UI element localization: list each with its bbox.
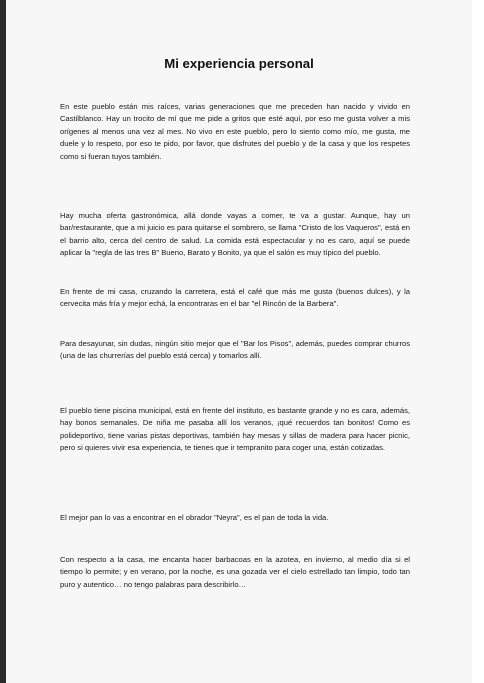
paragraph-house: Con respecto a la casa, me encanta hacer barbacoas en la azotea, en invierno, al medio día si el tiempo lo permite; y en verano, por la noche, es una gozada ver el cielo estrellado tan limpio, todo tan puro y autentico… no tengo palabras para describirlo…	[60, 555, 410, 589]
page-edge	[472, 0, 484, 683]
page-title: Mi experiencia personal	[164, 56, 314, 71]
document-page	[6, 0, 472, 683]
paragraph-bread: El mejor pan lo vas a encontrar en el obrador "Neyra", es el pan de toda la vida.	[60, 513, 329, 522]
paragraph-cafe: En frente de mi casa, cruzando la carretera, está el café que más me gusta (buenos dulces), y la cervecita más fría y mejor echá, la encontraras en el bar "el Rincón de la Barbera".	[60, 287, 410, 309]
paragraph-gastronomy: Hay mucha oferta gastronómica, allá donde vayas a comer, te va a gustar. Aunque, hay un bar/restaurante, que a mi juicio es para quitarse el sombrero, se llama "Cristo de los Vaqueros", está en el barrio alto, cerca del centro de salud. La comida está espectacular y no es caro, aquí se puede aplicar la "regla de las tres B" Bueno, Barato y Bonito, ya que el salón es muy típico del pueblo.	[60, 211, 410, 258]
paragraph-roots: En este pueblo están mis raíces, varias generaciones que me preceden han nacido y vivido en Castilblanco. Hay un trocito de mí que me pide a gritos que esté aquí, por eso me gusta volver a mis orígenes al menos una vez al mes. No vivo en este pueblo, pero lo siento como mío, me gusta, me duele y lo respeto, por eso te pido, por favor, que disfrutes del pueblo y de la casa y que los respetes como si fueran tuyos también.	[60, 102, 410, 161]
paragraph-pool: El pueblo tiene piscina municipal, está en frente del instituto, es bastante grande y no es cara, además, hay bonos semanales. De niña me pasaba allí los veranos, ¡qué recuerdos tan bonitos! Como es polideportivo, tiene varias pistas deportivas, también hay mesas y sillas de madera para hacer picnic, pero si quieres vivir esa experiencia, te tienes que ir tempranito para coger una, están cotizadas.	[60, 406, 410, 453]
paragraph-breakfast: Para desayunar, sin dudas, ningún sitio mejor que el "Bar los Pisos", además, puedes comprar churros (una de las churrerías del pueblo está cerca) y tomarlos allí.	[60, 339, 410, 361]
